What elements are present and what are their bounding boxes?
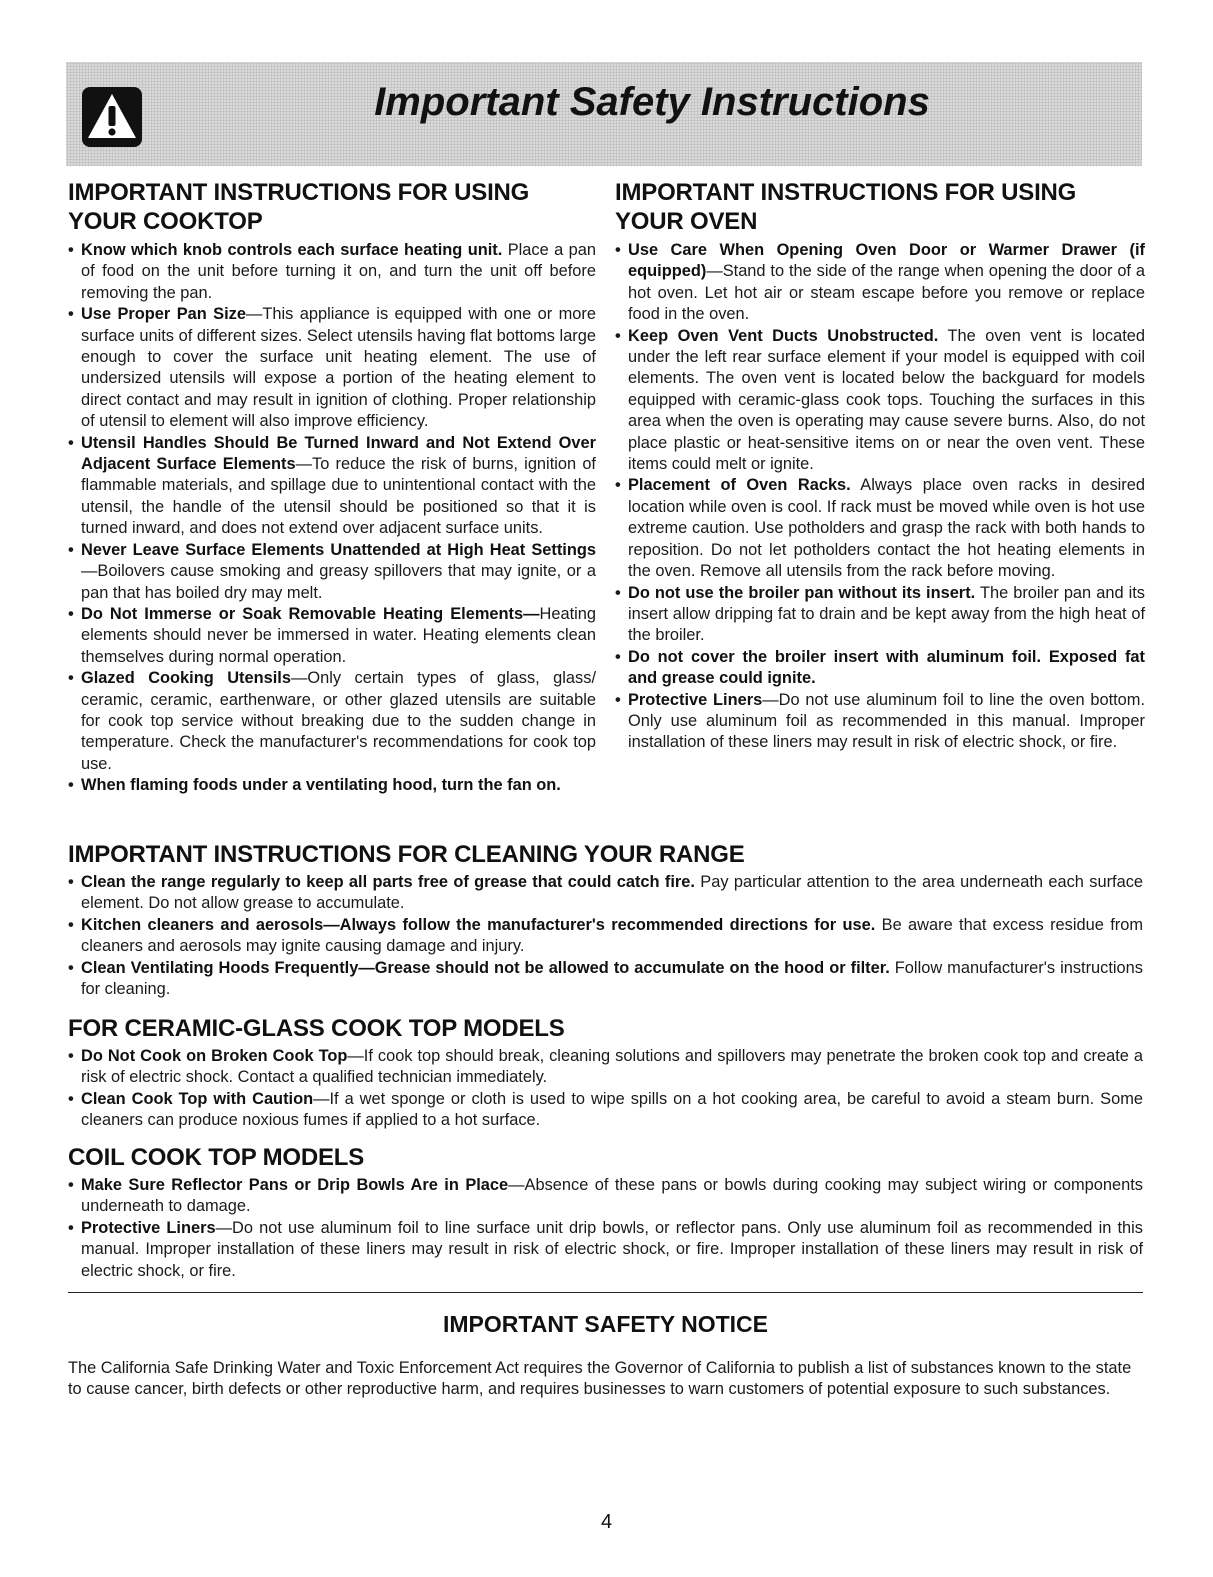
- item-text: —Absence of these pans or bowls during cooking may subject wiring or components underneath to damage.: [81, 1176, 1143, 1216]
- item-lead: When flaming foods under a ventilating hood, turn the fan on.: [81, 776, 561, 795]
- item-text: —Stand to the side of the range when opening the door of a hot oven. Let hot air or steam escape before you remove or replace food in the oven.: [628, 262, 1145, 324]
- item-text: —If cook top should break, cleaning solutions and spillovers may penetrate the broken cook top and create a risk of electric shock. Contact a qualified technician immediately.: [81, 1047, 1143, 1087]
- page-number: 4: [600, 1511, 613, 1533]
- item-text: —Do not use aluminum foil to line surface unit drip bowls, or reflector pans. Only use aluminum foil as recommended in this manual. Improper installation of these liners may result in risk of electric shock, or fire. Improper installation of these liners may result in risk of electric shock, or fire.: [81, 1218, 1143, 1280]
- item-text: Pay particular attention to the area underneath each surface element. Do not allow grease to accumulate.: [81, 873, 1144, 913]
- item-lead: Do Not Cook on Broken Cook Top: [81, 1047, 348, 1065]
- item-lead: Do Not Immerse or Soak Removable Heating Elements—: [81, 604, 540, 623]
- cleaning-heading: IMPORTANT INSTRUCTIONS FOR CLEANING YOUR RANGE: [68, 841, 745, 868]
- item-lead: Glazed Cooking Utensils: [81, 669, 291, 688]
- list-item: [615, 475, 1145, 582]
- item-text: —Only certain types of glass, glass/ ceramic, ceramic, earthenware, or other glazed utensils are suitable for cook top service without breaking due to the sudden change in temperature. Check the manufacturer's recommendations for cook top use.: [81, 669, 596, 773]
- list-item: [68, 1218, 1143, 1282]
- list-item: [615, 326, 1145, 476]
- item-lead: Utensil Handles Should Be Turned Inward and Not Extend Over Adjacent Surface Elements: [81, 433, 596, 474]
- notice-body: The California Safe Drinking Water and Toxic Enforcement Act requires the Governor of California to publish a list of substances known to the state to cause cancer, birth defects or other reproductive harm, and requires businesses to warn customers of potential exposure to such substances.: [68, 1359, 1132, 1399]
- oven-section: [615, 178, 1145, 754]
- list-item: [615, 690, 1145, 754]
- item-lead: Clean Cook Top with Caution: [81, 1089, 314, 1108]
- item-text: Be aware that excess residue from cleaners and aerosols may ignite causing damage and injury.: [81, 915, 1143, 956]
- cooktop-list: [68, 240, 596, 797]
- list-item: [68, 240, 596, 304]
- list-item: [615, 583, 1145, 647]
- notice-title: IMPORTANT SAFETY NOTICE: [443, 1311, 768, 1337]
- item-text: Heating elements should never be immersed in water. Heating elements clean themselves during normal operation.: [81, 604, 596, 666]
- item-text: The broiler pan and its insert allow dripping fat to drain and be kept away from the high heat of the broiler.: [628, 583, 1145, 645]
- list-item: [68, 604, 596, 668]
- list-item: [68, 668, 596, 775]
- list-item: [68, 958, 1143, 1001]
- item-text: Place a pan of food on the unit before turning it on, and turn the unit off before removing the pan.: [81, 241, 596, 302]
- coil-section: [68, 1143, 1143, 1282]
- ceramic-heading: FOR CERAMIC-GLASS COOK TOP MODELS: [68, 1015, 565, 1042]
- coil-heading: COIL COOK TOP MODELS: [68, 1144, 365, 1171]
- cooktop-section: [68, 178, 596, 797]
- item-text: —Do not use aluminum foil to line the oven bottom. Only use aluminum foil as recommended in this manual. Improper installation of these liners may result in risk of electric shock, or fire.: [628, 690, 1146, 752]
- ceramic-list: [68, 1046, 1143, 1132]
- item-lead: Make Sure Reflector Pans or Drip Bowls Are in Place: [81, 1176, 509, 1194]
- item-text: The oven vent is located under the left rear surface element if your model is equipped with coil elements. The oven vent is located below the backguard for models equipped with ceramic-glass cook tops. Touching the surfaces in this area when the oven is operating may cause severe burns. Also, do not place plastic or heat-sensitive items on or near the oven vent. These items could melt or ignite.: [628, 326, 1145, 474]
- item-lead: Protective Liners: [81, 1218, 216, 1237]
- item-lead: Clean the range regularly to keep all parts free of grease that could catch fire.: [81, 873, 695, 891]
- ceramic-section: [68, 1014, 1143, 1132]
- item-lead: Keep Oven Vent Ducts Unobstructed.: [628, 326, 939, 345]
- cleaning-section: [68, 840, 1143, 1000]
- item-text: —If a wet sponge or cloth is used to wipe spills on a hot cooking area, be careful to avoid a steam burn. Some cleaners can produce noxious fumes if applied to a hot surface.: [81, 1089, 1143, 1130]
- list-item: [68, 775, 596, 796]
- cooktop-heading: IMPORTANT INSTRUCTIONS FOR USING YOUR COOKTOP: [68, 179, 530, 235]
- list-item: [68, 915, 1143, 958]
- list-item: [68, 433, 596, 540]
- list-item: [68, 540, 596, 604]
- item-lead: Placement of Oven Racks.: [628, 476, 851, 495]
- divider: [68, 1292, 1143, 1293]
- item-text: —Boilovers cause smoking and greasy spillovers that may ignite, or a pan that has boiled dry may melt.: [81, 562, 596, 602]
- item-lead: Never Leave Surface Elements Unattended at High Heat Settings: [81, 540, 596, 559]
- item-lead: Use Proper Pan Size: [81, 305, 246, 324]
- item-text: —To reduce the risk of burns, ignition of flammable materials, and spillage due to unintentional contact with the utensil, the handle of the utensil should be positioned so that it is turned inward, and does not extend over adjacent surface units.: [81, 455, 596, 538]
- page-title: Important Safety Instructions: [374, 80, 930, 124]
- cleaning-list: [68, 872, 1143, 1000]
- title-banner: [66, 62, 1142, 166]
- coil-list: [68, 1175, 1143, 1282]
- item-text: —This appliance is equipped with one or more surface units of different sizes. Select utensils having flat bottoms large enough to cover the surface unit heating element. The use of undersized utensils will expose a portion of the heating element to direct contact and may result in ignition of clothing. Proper relationship of utensil to element will also improve efficiency.: [81, 305, 597, 431]
- item-lead: Clean Ventilating Hoods Frequently—Grease should not be allowed to accumulate on the hood or filter.: [81, 958, 890, 977]
- oven-list: [615, 240, 1145, 754]
- list-item: [68, 1089, 1143, 1132]
- list-item: [615, 647, 1145, 690]
- item-text: Follow manufacturer's instructions for cleaning.: [81, 958, 1143, 999]
- list-item: [68, 1046, 1143, 1089]
- item-lead: Use Care When Opening Oven Door or Warmer Drawer (if equipped): [628, 241, 1145, 281]
- item-text: Always place oven racks in desired location while oven is cool. If rack must be moved while oven is hot use extreme caution. Use potholders and grasp the rack with both hands to reposition. Do not let potholders contact the hot heating elements in the oven. Remove all utensils from the rack before moving.: [628, 476, 1145, 581]
- list-item: [68, 1175, 1143, 1218]
- list-item: [68, 872, 1143, 915]
- list-item: [68, 304, 596, 432]
- item-lead: Do not use the broiler pan without its insert.: [628, 583, 976, 602]
- item-lead: Do not cover the broiler insert with aluminum foil. Exposed fat and grease could ignite.: [628, 647, 1145, 688]
- oven-heading: IMPORTANT INSTRUCTIONS FOR USING YOUR OVEN: [615, 179, 1077, 235]
- list-item: [615, 240, 1145, 326]
- item-lead: Protective Liners: [628, 690, 763, 709]
- item-lead: Kitchen cleaners and aerosols—Always follow the manufacturer's recommended directions for use.: [81, 915, 876, 934]
- item-lead: Know which knob controls each surface heating unit.: [81, 241, 503, 259]
